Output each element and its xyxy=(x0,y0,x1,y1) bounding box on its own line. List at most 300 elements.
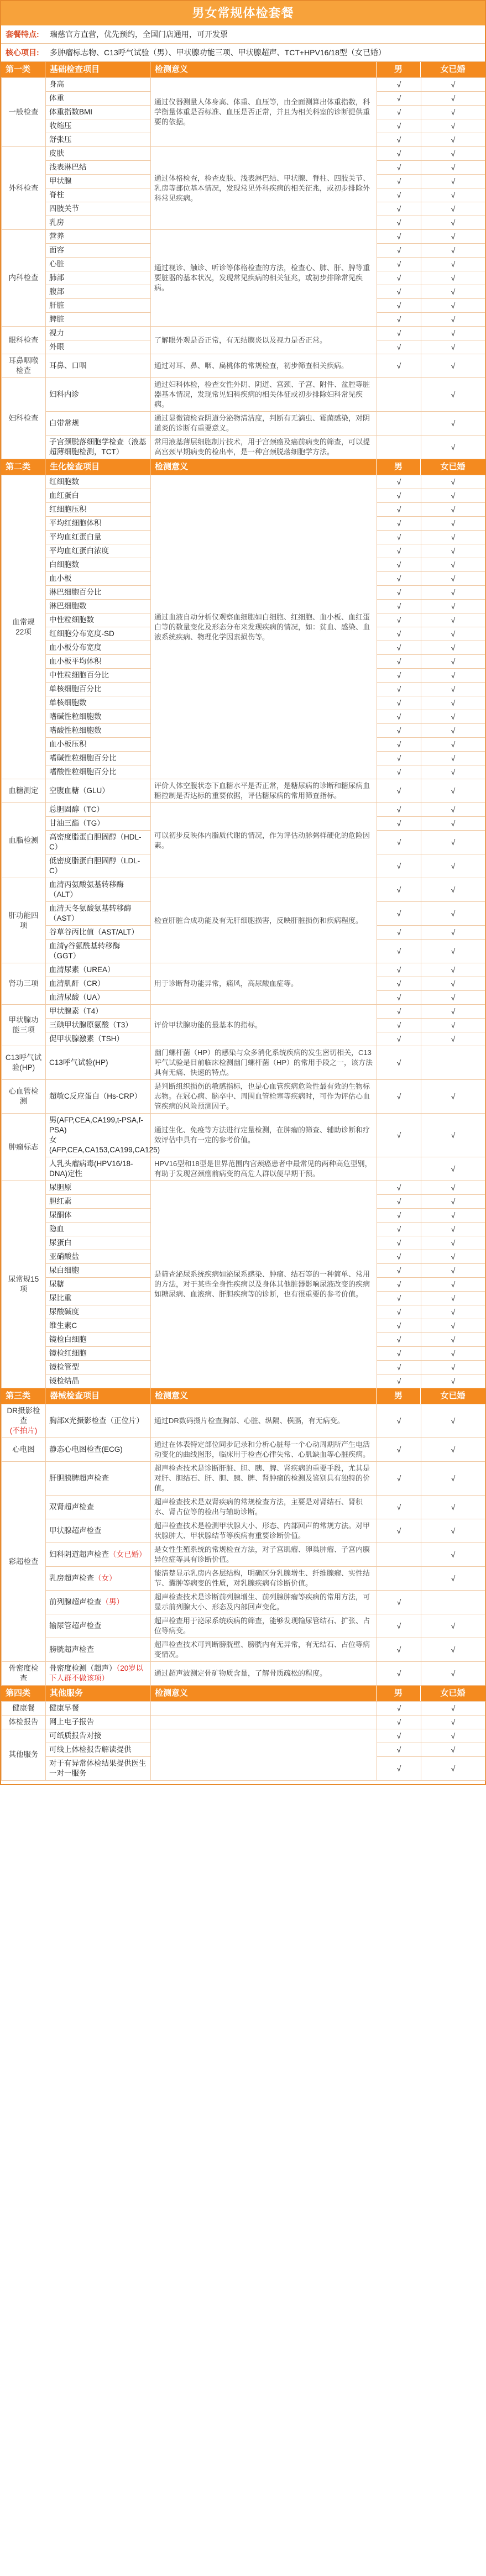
item-name-line: 嗜酸性粒细胞百分比 xyxy=(49,768,117,776)
item-name-line: 亚硝酸盐 xyxy=(49,1252,79,1261)
item-name-line: 浅表淋巴结 xyxy=(49,163,87,171)
section-label: 第三类 xyxy=(1,1388,45,1404)
male-check: √ xyxy=(377,1438,421,1462)
item-name xyxy=(46,1715,151,1729)
female-check: √ xyxy=(421,475,485,489)
item-name-line: 血小板分布宽度 xyxy=(49,643,102,652)
meaning-cell: 幽门螺杆菌（HP）的感染与众多消化系统疾病的发生密切相关，C13呼气试验是目前临床检测幽门螺杆菌（HP）的常用手段之一，该方法具有无痛、快速的特点。 xyxy=(151,1046,377,1080)
item-name-line: 甘油三酯（TG） xyxy=(49,819,104,827)
item-name-line: 骨密度检测（超声）（20岁以下人群不做该项） xyxy=(49,1664,144,1682)
male-check: √ xyxy=(377,710,421,724)
male-check: √ xyxy=(377,669,421,683)
female-check: √ xyxy=(421,752,485,765)
female-check: √ xyxy=(421,991,485,1005)
male-check: √ xyxy=(377,752,421,765)
item-name-line: 乳房 xyxy=(49,218,64,227)
female-check: √ xyxy=(421,1250,485,1264)
female-check: √ xyxy=(421,188,485,202)
category-cell xyxy=(2,327,46,354)
male-check: √ xyxy=(377,655,421,669)
female-check: √ xyxy=(421,1005,485,1019)
male-check: √ xyxy=(377,586,421,600)
category-cell xyxy=(2,1729,46,1781)
category-label: C13呼气试验(HP) xyxy=(5,1053,42,1072)
female-check: √ xyxy=(421,558,485,572)
item-name-line: 面容 xyxy=(49,246,64,254)
item-name xyxy=(46,1638,151,1662)
item-name-line: 健康早餐 xyxy=(49,1704,79,1712)
male-check: √ xyxy=(377,327,421,340)
female-check: √ xyxy=(421,1264,485,1278)
section-label: 第四类 xyxy=(1,1686,45,1701)
meaning-cell: 评价甲状腺功能的最基本的指标。 xyxy=(151,1005,377,1046)
female-check: √ xyxy=(421,1361,485,1374)
item-name-line: 甲状腺素（T4） xyxy=(49,1007,103,1015)
category-cell xyxy=(2,78,46,147)
column-female-header: 女已婚 xyxy=(440,65,466,74)
table-row xyxy=(2,1614,485,1638)
section-table xyxy=(1,475,485,1388)
female-check: √ xyxy=(421,878,485,902)
item-name-line: 尿胆原 xyxy=(49,1183,72,1192)
item-name xyxy=(46,696,151,710)
item-name xyxy=(46,1662,151,1686)
male-check: √ xyxy=(377,1743,421,1757)
column-meaning-header: 检测意义 xyxy=(150,1388,377,1404)
category-label: 心电图 xyxy=(12,1445,35,1454)
table-row xyxy=(2,1046,485,1080)
table-row xyxy=(2,1702,485,1715)
item-name xyxy=(46,1729,151,1743)
item-name xyxy=(46,531,151,544)
male-check: √ xyxy=(377,991,421,1005)
meaning-cell: 超声检查技术是双肾疾病的常规检查方法，主要是对肾结石、肾积水、肾占位等的检出与辅助诊断。 xyxy=(151,1496,377,1519)
female-check: √ xyxy=(421,738,485,752)
section-header xyxy=(1,1686,485,1701)
male-check: √ xyxy=(377,147,421,161)
category-label: 22项 xyxy=(15,627,32,636)
item-name xyxy=(46,1614,151,1638)
item-name-line: 超敏C反应蛋白（Hs-CRP） xyxy=(49,1092,142,1100)
meaning-cell: 是判断组织损伤的敏感指标，也是心血管疾病危险性最有效的生物标志物。在冠心病、脑卒中、周围血管栓塞等疾病时，可作为评估心血管疾病的风险预测因子。 xyxy=(151,1080,377,1114)
category-label: 彩超检查 xyxy=(8,1557,39,1566)
meaning-cell: 可以初步反映体内脂质代谢的情况，作为评估动脉粥样硬化的危险因素。 xyxy=(151,803,377,878)
male-check: √ xyxy=(377,1319,421,1333)
item-name-line: 镜检管型 xyxy=(49,1363,79,1371)
item-name-line: 静态心电图检查(ECG) xyxy=(49,1445,123,1454)
meaning-cell: HPV16型和18型是世界范围内宫颈癌患者中最常见的两种高危型别，有助于发现宫颈癌前病变的高危人群以便早期干预。 xyxy=(151,1157,377,1181)
column-female-header: 女已婚 xyxy=(440,1391,466,1400)
item-name-line: 血清尿酸（UA） xyxy=(49,993,104,1001)
item-name-line: 对于有异常体检结果提供医生一对一服务 xyxy=(49,1759,147,1777)
meaning-cell: 评价人体空腹状态下血糖水平是否正常，是糖尿病的诊断和糖尿病血糖控制是否达标的重要依据，评估糖尿病的常用筛查指标。 xyxy=(151,779,377,803)
meaning-cell: 超声检查技术是诊断前列腺增生、前列腺肿瘤等疾病的常用方法，可显示前列腺大小、形态及内部回声变化。 xyxy=(151,1591,377,1614)
table-row xyxy=(2,412,485,436)
table-row xyxy=(2,475,485,489)
item-name-line: 皮肤 xyxy=(49,149,64,158)
item-name xyxy=(46,436,151,459)
female-check: √ xyxy=(421,977,485,991)
table-row xyxy=(2,1543,485,1567)
item-name-line: 尿比重 xyxy=(49,1294,72,1302)
male-check xyxy=(377,378,421,412)
item-name-line: 单核细胞百分比 xyxy=(49,685,102,693)
female-check: √ xyxy=(421,299,485,313)
category-cell xyxy=(2,378,46,459)
category-cell xyxy=(2,1005,46,1046)
item-name xyxy=(46,489,151,503)
item-name-line: 女(AFP,CEA,CA153,CA199,CA125) xyxy=(49,1136,160,1154)
info-value: 瑞慈官方直营，优先预约，全国门店通用，可开发票 xyxy=(50,30,228,39)
column-meaning-header: 检测意义 xyxy=(150,62,377,77)
female-check: √ xyxy=(421,724,485,738)
item-name-line: 平均血红蛋白量 xyxy=(49,533,102,541)
item-name-line: 红细胞数 xyxy=(49,478,79,486)
item-name-line: 乳房超声检查（女） xyxy=(49,1574,117,1582)
item-name-line: 妇科内诊 xyxy=(49,390,79,398)
male-check: √ xyxy=(377,78,421,92)
meaning-cell: 超声检查技术是检测甲状腺大小、形态、内部回声的常规方法。对甲状腺肿大、甲状腺结节等疾病有重要诊断价值。 xyxy=(151,1519,377,1543)
table-row xyxy=(2,1496,485,1519)
female-check: √ xyxy=(421,1662,485,1686)
item-name xyxy=(46,1046,151,1080)
female-check: √ xyxy=(421,271,485,285)
meaning-cell: 常用液基薄层细胞制片技术，用于宫颈癌及癌前病变的筛查，可以提高宫颈早期病变的检出率，是一种宫颈脱落细胞学方法。 xyxy=(151,436,377,459)
meaning-cell: 通过对耳、鼻、咽、扁桃体的常规检查，初步筛查相关疾病。 xyxy=(151,354,377,378)
male-check: √ xyxy=(377,1223,421,1236)
category-cell xyxy=(2,1702,46,1715)
category-label: DR摄影检查 xyxy=(7,1407,40,1425)
meaning-cell: 用于诊断肾功能异常，痛风，高尿酸血症等。 xyxy=(151,963,377,1005)
item-name-line: 脊柱 xyxy=(49,191,64,199)
item-name-line: 男(AFP,CEA,CA199,t-PSA,f-PSA) xyxy=(49,1116,144,1134)
female-check: √ xyxy=(421,119,485,133)
info-row xyxy=(1,25,485,44)
item-name xyxy=(46,724,151,738)
female-check: √ xyxy=(421,378,485,412)
female-check: √ xyxy=(421,1702,485,1715)
table-row xyxy=(2,1157,485,1181)
section-table xyxy=(1,1701,485,1781)
item-name-line: 尿糖 xyxy=(49,1280,64,1288)
meaning-cell: 通过仪器测量人体身高、体重、血压等，由全面测算出体重指数，科学衡量体重是否标准、血压是否正常，并且为相关科室的诊断提供重要的依据。 xyxy=(151,78,377,147)
female-check: √ xyxy=(421,1319,485,1333)
female-check: √ xyxy=(421,1236,485,1250)
meaning-cell: 通过体格检查，检查皮肤、浅表淋巴结、甲状腺、脊柱、四肢关节、乳房等部位基本情况，发现常见外科疾病的相关征兆，或初步排除外科常见疾病。 xyxy=(151,147,377,230)
item-name-line: 高密度脂蛋白胆固醇（HDL-C） xyxy=(49,833,142,851)
item-name-line: 耳鼻、口咽 xyxy=(49,361,87,370)
male-check: √ xyxy=(377,216,421,230)
male-check xyxy=(377,1543,421,1567)
category-label: 眼科检查 xyxy=(8,335,39,344)
female-check: √ xyxy=(421,517,485,531)
female-check: √ xyxy=(421,1743,485,1757)
item-name-line: 血小板 xyxy=(49,574,72,583)
meaning-cell xyxy=(151,1702,377,1715)
item-name xyxy=(46,1114,160,1157)
male-check: √ xyxy=(377,1757,421,1781)
item-name xyxy=(46,586,151,600)
male-check: √ xyxy=(377,1496,421,1519)
item-name xyxy=(46,1032,151,1046)
female-check: √ xyxy=(421,940,485,963)
item-name-line: 平均红细胞体积 xyxy=(49,519,102,527)
male-check: √ xyxy=(377,817,421,831)
male-check: √ xyxy=(377,1729,421,1743)
item-name-line: 低密度脂蛋白胆固醇（LDL-C） xyxy=(49,857,140,875)
item-name-line: 输尿管超声检查 xyxy=(49,1622,102,1630)
column-female-header: 女已婚 xyxy=(440,1688,466,1698)
table-row xyxy=(2,1114,485,1157)
section-label: 第一类 xyxy=(1,62,45,77)
table-row xyxy=(2,1462,485,1496)
male-check: √ xyxy=(377,1114,421,1157)
info-row xyxy=(1,44,485,62)
table-row xyxy=(2,436,485,459)
female-check: √ xyxy=(421,1080,485,1114)
item-name-line: 淋巴细胞百分比 xyxy=(49,588,102,596)
section-header xyxy=(1,459,485,475)
category-cell xyxy=(2,1462,46,1662)
female-check: √ xyxy=(421,1209,485,1223)
item-name xyxy=(46,202,151,216)
item-name xyxy=(46,1019,151,1032)
section-name: 器械检查项目 xyxy=(45,1388,150,1404)
female-check: √ xyxy=(421,1305,485,1319)
female-check: √ xyxy=(421,1638,485,1662)
category-cell xyxy=(2,1715,46,1729)
female-check: √ xyxy=(421,1347,485,1361)
item-name xyxy=(46,1223,151,1236)
section-name: 其他服务 xyxy=(45,1686,150,1701)
female-check: √ xyxy=(421,1333,485,1347)
category-label: 肿瘤标志 xyxy=(8,1142,39,1151)
table-row xyxy=(2,354,485,378)
male-check: √ xyxy=(377,641,421,655)
male-check: √ xyxy=(377,1005,421,1019)
item-name-line: 血红蛋白 xyxy=(49,491,79,500)
female-check: √ xyxy=(421,133,485,147)
female-check: √ xyxy=(421,627,485,641)
male-check: √ xyxy=(377,613,421,627)
item-name xyxy=(46,963,151,977)
info-block xyxy=(1,25,485,62)
item-name xyxy=(46,641,151,655)
item-name-line: 血清γ谷氨酰基转移酶（GGT） xyxy=(49,942,121,960)
item-name-line: 空腹血糖（GLU） xyxy=(49,786,109,795)
category-cell xyxy=(2,803,46,878)
male-check: √ xyxy=(377,161,421,175)
meaning-cell: 通过生化、免疫等方法进行定量检测，在肿瘤的筛查、辅助诊断和疗效评估中具有一定的参考价值。 xyxy=(151,1114,377,1157)
item-name-line: 胸部X光摄影检查（正位片） xyxy=(49,1416,144,1425)
item-name-line: 体重 xyxy=(49,94,64,102)
meaning-cell xyxy=(151,1715,377,1729)
category-label: 血糖测定 xyxy=(8,786,39,795)
section-header xyxy=(1,62,485,77)
item-name xyxy=(46,299,151,313)
female-check: √ xyxy=(421,489,485,503)
male-check: √ xyxy=(377,133,421,147)
item-name xyxy=(46,161,151,175)
category-label: 耳鼻咽喉检查 xyxy=(8,356,39,375)
item-name-line: 身高 xyxy=(49,80,64,88)
category-label: 血脂检测 xyxy=(8,836,39,844)
item-name xyxy=(46,926,151,940)
column-male-header: 男 xyxy=(377,459,421,475)
category-label: 心血管检测 xyxy=(8,1087,39,1105)
male-check: √ xyxy=(377,285,421,299)
female-check: √ xyxy=(421,531,485,544)
male-check: √ xyxy=(377,1462,421,1496)
female-check: √ xyxy=(421,412,485,436)
item-name-line: 营养 xyxy=(49,232,64,240)
male-check: √ xyxy=(377,902,421,926)
section-label: 第二类 xyxy=(1,459,45,475)
item-name-line: 维生素C xyxy=(49,1321,77,1330)
item-name-line: 胆红素 xyxy=(49,1197,72,1205)
item-name xyxy=(46,1438,151,1462)
male-check: √ xyxy=(377,1181,421,1195)
female-check: √ xyxy=(421,710,485,724)
male-check: √ xyxy=(377,1236,421,1250)
male-check: √ xyxy=(377,940,421,963)
female-check: √ xyxy=(421,230,485,244)
female-check: √ xyxy=(421,1181,485,1195)
item-name xyxy=(46,1757,151,1781)
category-cell xyxy=(2,878,46,963)
item-name-line: 可纸质报告对接 xyxy=(49,1732,102,1740)
column-meaning-header: 检测意义 xyxy=(150,1686,377,1701)
item-name-line: 前列腺超声检查（男） xyxy=(49,1598,124,1606)
female-check: √ xyxy=(421,1614,485,1638)
category-label: 其他服务 xyxy=(8,1750,39,1759)
female-check: √ xyxy=(421,779,485,803)
item-name-line: 白带常规 xyxy=(49,419,79,427)
item-name-line: 肺部 xyxy=(49,274,64,282)
category-label: 一般检查 xyxy=(8,108,39,116)
item-name-line: 促甲状腺激素（TSH） xyxy=(49,1035,124,1043)
item-name xyxy=(46,119,151,133)
male-check: √ xyxy=(377,92,421,106)
female-check: √ xyxy=(421,202,485,216)
male-check: √ xyxy=(377,558,421,572)
section-table xyxy=(1,77,485,459)
meaning-cell: 超声检查技术是诊断肝脏、胆、胰、脾、肾疾病的重要手段，尤其是对肝、胆结石、肝、胆、胰、脾、肾肿瘤的检测及鉴别具有独特的价值。 xyxy=(151,1462,377,1496)
female-check: √ xyxy=(421,613,485,627)
female-check: √ xyxy=(421,1223,485,1236)
meaning-cell: 通过显微镜检查阴道分泌物清洁度，判断有无滴虫、霉菌感染，对阴道炎的诊断有重要意义。 xyxy=(151,412,377,436)
item-name xyxy=(46,1591,151,1614)
table-row xyxy=(2,1181,485,1195)
female-check: √ xyxy=(421,285,485,299)
male-check: √ xyxy=(377,544,421,558)
item-name xyxy=(46,1319,151,1333)
male-check: √ xyxy=(377,683,421,696)
section-table xyxy=(1,1404,485,1686)
item-name xyxy=(46,1567,151,1591)
item-name xyxy=(46,78,151,92)
item-name xyxy=(46,244,151,258)
item-name xyxy=(46,412,151,436)
item-name xyxy=(46,175,151,188)
item-name-line: 可线上体检报告解读提供 xyxy=(49,1745,132,1754)
table-row xyxy=(2,1591,485,1614)
male-check: √ xyxy=(377,299,421,313)
item-name xyxy=(46,544,151,558)
item-name-line: 收缩压 xyxy=(49,122,72,130)
item-name-line: 血清肌酐（CR） xyxy=(49,979,105,988)
item-name-line: 尿酮体 xyxy=(49,1211,72,1219)
male-check: √ xyxy=(377,1080,421,1114)
item-name-line: 双肾超声检查 xyxy=(49,1503,94,1511)
item-name-line: 腹部 xyxy=(49,287,64,296)
table-row xyxy=(2,1638,485,1662)
meaning-cell: 能清楚显示乳房内各层结构，明确区分乳腺增生、纤维腺瘤、实性结节、囊肿等病变的性质，对乳腺疾病有诊断价值。 xyxy=(151,1567,377,1591)
item-name xyxy=(46,340,151,354)
male-check: √ xyxy=(377,106,421,119)
female-check: √ xyxy=(421,147,485,161)
item-name-line: 红细胞分布宽度-SD xyxy=(49,629,114,638)
meaning-cell: 通过DR数码摄片检查胸部、心脏、纵隔、横膈，有无病变。 xyxy=(151,1404,377,1438)
male-check: √ xyxy=(377,503,421,517)
table-row xyxy=(2,378,485,412)
item-name xyxy=(46,1333,151,1347)
item-name xyxy=(46,765,151,779)
category-label: 血常规 xyxy=(12,617,35,626)
female-check: √ xyxy=(421,503,485,517)
meaning-cell: 超声检查用于泌尿系统疾病的筛查，能够发现输尿管结石、扩张、占位等病变。 xyxy=(151,1614,377,1638)
female-check: √ xyxy=(421,92,485,106)
item-name xyxy=(46,271,151,285)
item-name-line: 体重指数BMI xyxy=(49,108,93,116)
item-name xyxy=(46,1250,151,1264)
male-check: √ xyxy=(377,878,421,902)
female-check: √ xyxy=(421,1543,485,1567)
item-name-line: 平均血红蛋白浓度 xyxy=(49,547,109,555)
female-check: √ xyxy=(421,1567,485,1591)
item-name-line: C13呼气试验(HP) xyxy=(49,1058,108,1067)
table-row xyxy=(2,1715,485,1729)
male-check: √ xyxy=(377,1264,421,1278)
item-name xyxy=(46,258,151,271)
female-check: √ xyxy=(421,354,485,378)
item-name xyxy=(46,627,151,641)
item-note: （男） xyxy=(101,1598,124,1606)
table-row xyxy=(2,1567,485,1591)
category-cell xyxy=(2,230,46,327)
item-name xyxy=(46,313,151,327)
male-check: √ xyxy=(377,244,421,258)
female-check: √ xyxy=(421,1438,485,1462)
item-name xyxy=(46,1496,151,1519)
male-check: √ xyxy=(377,1404,421,1438)
item-name xyxy=(46,285,151,299)
item-name-line: 心脏 xyxy=(49,260,64,268)
item-name xyxy=(46,940,151,963)
table-row xyxy=(2,327,485,340)
male-check: √ xyxy=(377,926,421,940)
category-cell xyxy=(2,1181,46,1388)
item-name-line: 尿白细胞 xyxy=(49,1266,79,1274)
item-name-line: 人乳头瘤病毒(HPV16/18-DNA)定性 xyxy=(49,1160,133,1178)
female-check: √ xyxy=(421,641,485,655)
item-name xyxy=(46,878,151,902)
male-check: √ xyxy=(377,531,421,544)
male-check: √ xyxy=(377,202,421,216)
item-name xyxy=(46,572,151,586)
item-name xyxy=(46,613,151,627)
item-name-line: 血小板压积 xyxy=(49,740,87,748)
